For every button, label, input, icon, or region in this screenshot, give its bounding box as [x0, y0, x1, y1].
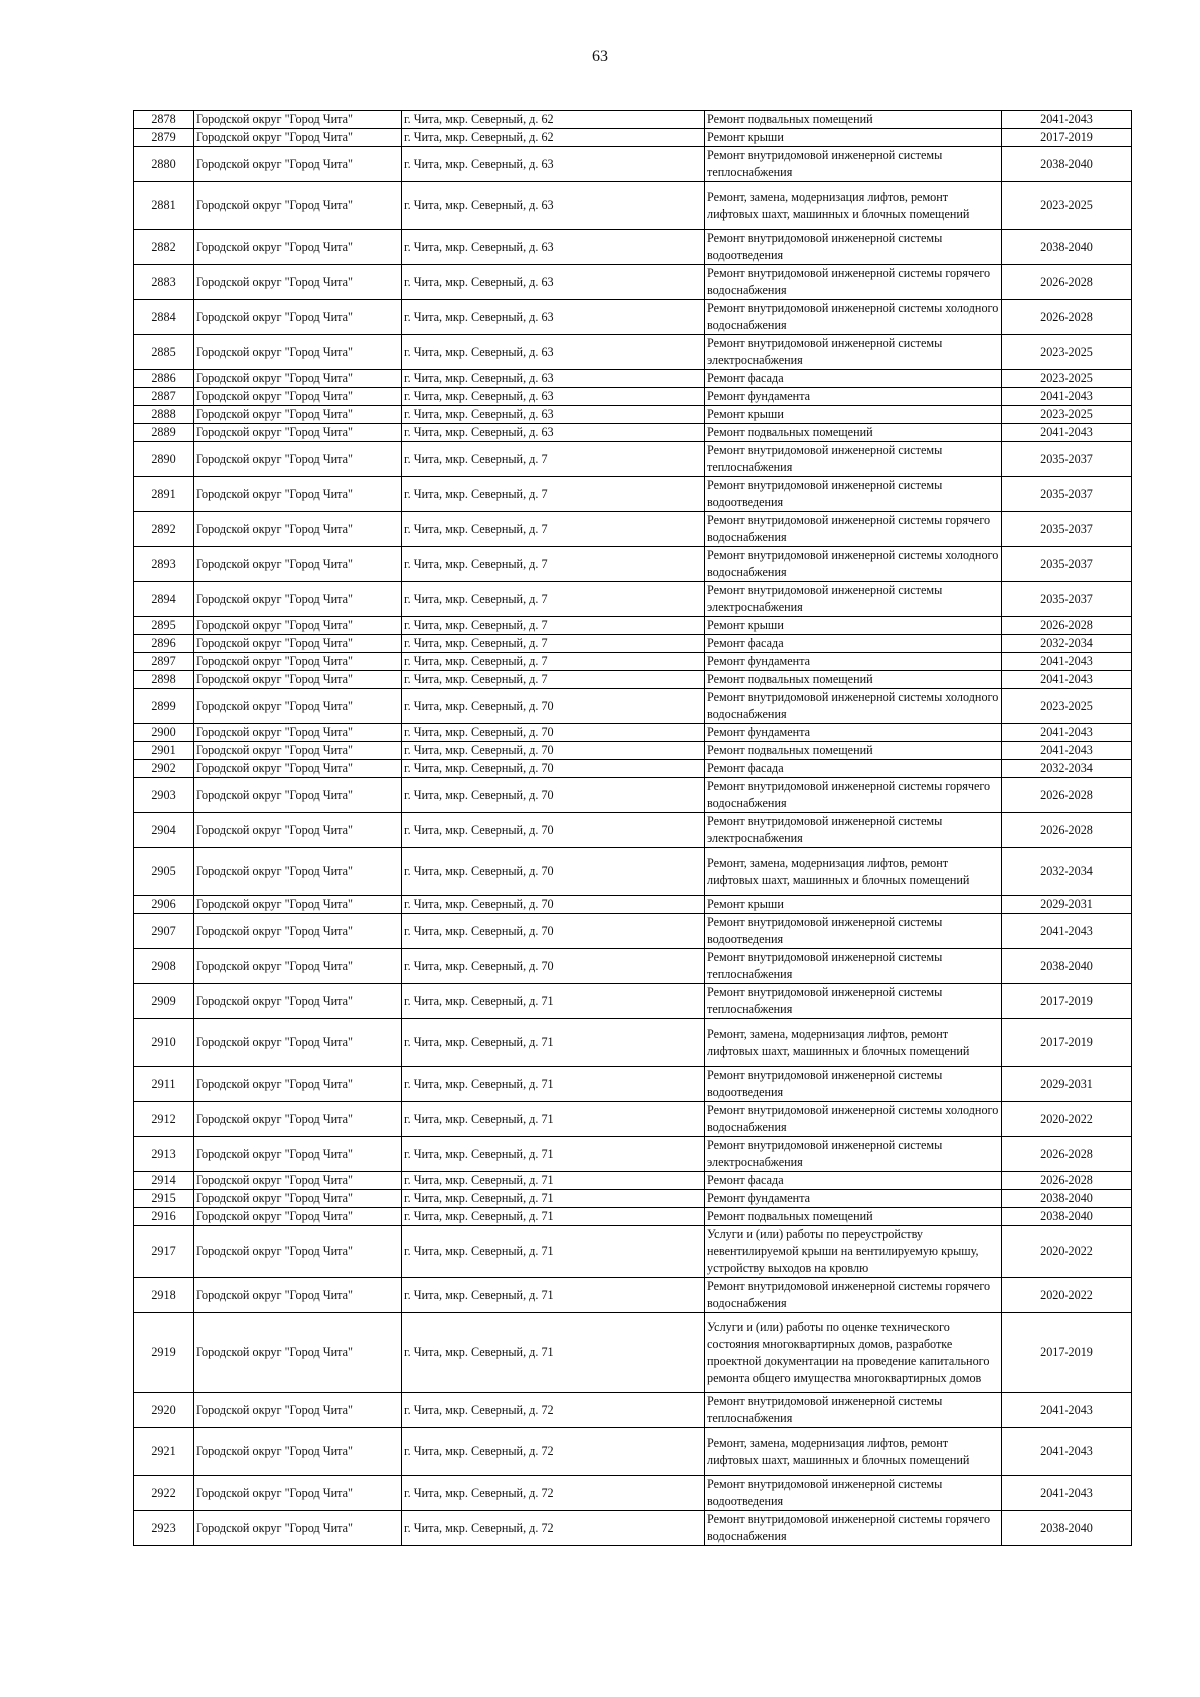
- municipality-cell: Городской округ "Город Чита": [194, 547, 402, 582]
- address-cell: г. Чита, мкр. Северный, д. 71: [402, 1278, 705, 1313]
- address-cell: г. Чита, мкр. Северный, д. 70: [402, 760, 705, 778]
- row-number-cell: 2904: [134, 813, 194, 848]
- row-number-cell: 2884: [134, 300, 194, 335]
- address-cell: г. Чита, мкр. Северный, д. 72: [402, 1476, 705, 1511]
- address-cell: г. Чита, мкр. Северный, д. 70: [402, 848, 705, 896]
- row-number-cell: 2881: [134, 182, 194, 230]
- table-row: [134, 477, 1132, 512]
- address-cell: г. Чита, мкр. Северный, д. 71: [402, 1172, 705, 1190]
- municipality-cell: Городской округ "Город Чита": [194, 129, 402, 147]
- address-cell: г. Чита, мкр. Северный, д. 7: [402, 512, 705, 547]
- period-cell: 2023-2025: [1002, 335, 1132, 370]
- address-cell: г. Чита, мкр. Северный, д. 63: [402, 370, 705, 388]
- municipality-cell: Городской округ "Город Чита": [194, 724, 402, 742]
- row-number-cell: 2923: [134, 1511, 194, 1546]
- work-type-cell: Ремонт внутридомовой инженерной системы горячего водоснабжения: [705, 265, 1002, 300]
- period-cell: 2017-2019: [1002, 984, 1132, 1019]
- period-cell: 2026-2028: [1002, 813, 1132, 848]
- period-cell: 2041-2043: [1002, 914, 1132, 949]
- municipality-cell: Городской округ "Город Чита": [194, 1190, 402, 1208]
- municipality-cell: Городской округ "Город Чита": [194, 1476, 402, 1511]
- address-cell: г. Чита, мкр. Северный, д. 7: [402, 547, 705, 582]
- page-number: 63: [592, 48, 608, 65]
- row-number-cell: 2896: [134, 635, 194, 653]
- table-row: [134, 147, 1132, 182]
- work-type-cell: Ремонт внутридомовой инженерной системы холодного водоснабжения: [705, 1102, 1002, 1137]
- municipality-cell: Городской округ "Город Чита": [194, 778, 402, 813]
- municipality-cell: Городской округ "Город Чита": [194, 1428, 402, 1476]
- address-cell: г. Чита, мкр. Северный, д. 63: [402, 230, 705, 265]
- table-row: [134, 1019, 1132, 1067]
- address-cell: г. Чита, мкр. Северный, д. 63: [402, 335, 705, 370]
- row-number-cell: 2911: [134, 1067, 194, 1102]
- row-number-cell: 2887: [134, 388, 194, 406]
- period-cell: 2029-2031: [1002, 896, 1132, 914]
- table-body: [134, 111, 1132, 1546]
- row-number-cell: 2883: [134, 265, 194, 300]
- row-number-cell: 2919: [134, 1313, 194, 1393]
- table-row: [134, 442, 1132, 477]
- row-number-cell: 2885: [134, 335, 194, 370]
- table-row: [134, 1476, 1132, 1511]
- period-cell: 2035-2037: [1002, 477, 1132, 512]
- table-row: [134, 182, 1132, 230]
- row-number-cell: 2892: [134, 512, 194, 547]
- row-number-cell: 2915: [134, 1190, 194, 1208]
- work-type-cell: Ремонт, замена, модернизация лифтов, ремонт лифтовых шахт, машинных и блочных помещений: [705, 848, 1002, 896]
- row-number-cell: 2908: [134, 949, 194, 984]
- period-cell: 2041-2043: [1002, 1476, 1132, 1511]
- address-cell: г. Чита, мкр. Северный, д. 63: [402, 406, 705, 424]
- period-cell: 2023-2025: [1002, 370, 1132, 388]
- table-row: [134, 742, 1132, 760]
- period-cell: 2023-2025: [1002, 689, 1132, 724]
- address-cell: г. Чита, мкр. Северный, д. 7: [402, 653, 705, 671]
- work-type-cell: Ремонт крыши: [705, 896, 1002, 914]
- work-type-cell: Ремонт внутридомовой инженерной системы теплоснабжения: [705, 442, 1002, 477]
- work-type-cell: Ремонт фасада: [705, 760, 1002, 778]
- municipality-cell: Городской округ "Город Чита": [194, 300, 402, 335]
- period-cell: 2041-2043: [1002, 742, 1132, 760]
- period-cell: 2035-2037: [1002, 547, 1132, 582]
- municipality-cell: Городской округ "Город Чита": [194, 742, 402, 760]
- municipality-cell: Городской округ "Город Чита": [194, 406, 402, 424]
- period-cell: 2038-2040: [1002, 230, 1132, 265]
- work-type-cell: Ремонт, замена, модернизация лифтов, ремонт лифтовых шахт, машинных и блочных помещений: [705, 1019, 1002, 1067]
- work-type-cell: Ремонт внутридомовой инженерной системы водоотведения: [705, 1067, 1002, 1102]
- period-cell: 2023-2025: [1002, 182, 1132, 230]
- work-type-cell: Ремонт внутридомовой инженерной системы электроснабжения: [705, 582, 1002, 617]
- row-number-cell: 2918: [134, 1278, 194, 1313]
- table-row: [134, 671, 1132, 689]
- address-cell: г. Чита, мкр. Северный, д. 71: [402, 1313, 705, 1393]
- work-type-cell: Ремонт внутридомовой инженерной системы холодного водоснабжения: [705, 300, 1002, 335]
- row-number-cell: 2891: [134, 477, 194, 512]
- table-row: [134, 1067, 1132, 1102]
- row-number-cell: 2893: [134, 547, 194, 582]
- row-number-cell: 2882: [134, 230, 194, 265]
- row-number-cell: 2897: [134, 653, 194, 671]
- address-cell: г. Чита, мкр. Северный, д. 62: [402, 129, 705, 147]
- address-cell: г. Чита, мкр. Северный, д. 7: [402, 582, 705, 617]
- work-type-cell: Ремонт внутридомовой инженерной системы теплоснабжения: [705, 984, 1002, 1019]
- table-row: [134, 617, 1132, 635]
- period-cell: 2032-2034: [1002, 760, 1132, 778]
- municipality-cell: Городской округ "Город Чита": [194, 230, 402, 265]
- row-number-cell: 2901: [134, 742, 194, 760]
- municipality-cell: Городской округ "Город Чита": [194, 1511, 402, 1546]
- table-row: [134, 984, 1132, 1019]
- table-row: [134, 896, 1132, 914]
- address-cell: г. Чита, мкр. Северный, д. 71: [402, 1208, 705, 1226]
- row-number-cell: 2879: [134, 129, 194, 147]
- municipality-cell: Городской округ "Город Чита": [194, 147, 402, 182]
- address-cell: г. Чита, мкр. Северный, д. 7: [402, 671, 705, 689]
- municipality-cell: Городской округ "Город Чита": [194, 848, 402, 896]
- period-cell: 2026-2028: [1002, 300, 1132, 335]
- period-cell: 2020-2022: [1002, 1278, 1132, 1313]
- municipality-cell: Городской округ "Город Чита": [194, 111, 402, 129]
- repair-schedule-table: [133, 110, 1132, 1546]
- period-cell: 2038-2040: [1002, 1208, 1132, 1226]
- row-number-cell: 2886: [134, 370, 194, 388]
- period-cell: 2026-2028: [1002, 617, 1132, 635]
- address-cell: г. Чита, мкр. Северный, д. 70: [402, 896, 705, 914]
- table-row: [134, 265, 1132, 300]
- row-number-cell: 2900: [134, 724, 194, 742]
- municipality-cell: Городской округ "Город Чита": [194, 635, 402, 653]
- table-row: [134, 914, 1132, 949]
- municipality-cell: Городской округ "Город Чита": [194, 1278, 402, 1313]
- work-type-cell: Ремонт фундамента: [705, 1190, 1002, 1208]
- row-number-cell: 2878: [134, 111, 194, 129]
- work-type-cell: Ремонт внутридомовой инженерной системы электроснабжения: [705, 1137, 1002, 1172]
- period-cell: 2041-2043: [1002, 724, 1132, 742]
- row-number-cell: 2921: [134, 1428, 194, 1476]
- period-cell: 2020-2022: [1002, 1102, 1132, 1137]
- table-row: [134, 848, 1132, 896]
- municipality-cell: Городской округ "Город Чита": [194, 1102, 402, 1137]
- municipality-cell: Городской округ "Город Чита": [194, 1226, 402, 1278]
- period-cell: 2017-2019: [1002, 129, 1132, 147]
- table-row: [134, 547, 1132, 582]
- address-cell: г. Чита, мкр. Северный, д. 70: [402, 914, 705, 949]
- period-cell: 2041-2043: [1002, 671, 1132, 689]
- address-cell: г. Чита, мкр. Северный, д. 72: [402, 1511, 705, 1546]
- address-cell: г. Чита, мкр. Северный, д. 70: [402, 813, 705, 848]
- table-row: [134, 724, 1132, 742]
- work-type-cell: Ремонт внутридомовой инженерной системы теплоснабжения: [705, 949, 1002, 984]
- table-row: [134, 388, 1132, 406]
- period-cell: 2023-2025: [1002, 406, 1132, 424]
- period-cell: 2017-2019: [1002, 1019, 1132, 1067]
- municipality-cell: Городской округ "Город Чита": [194, 617, 402, 635]
- work-type-cell: Ремонт, замена, модернизация лифтов, ремонт лифтовых шахт, машинных и блочных помещений: [705, 182, 1002, 230]
- period-cell: 2038-2040: [1002, 1190, 1132, 1208]
- municipality-cell: Городской округ "Город Чита": [194, 582, 402, 617]
- period-cell: 2017-2019: [1002, 1313, 1132, 1393]
- row-number-cell: 2917: [134, 1226, 194, 1278]
- work-type-cell: Ремонт внутридомовой инженерной системы холодного водоснабжения: [705, 547, 1002, 582]
- address-cell: г. Чита, мкр. Северный, д. 70: [402, 742, 705, 760]
- municipality-cell: Городской округ "Город Чита": [194, 442, 402, 477]
- row-number-cell: 2916: [134, 1208, 194, 1226]
- period-cell: 2041-2043: [1002, 1428, 1132, 1476]
- work-type-cell: Ремонт фундамента: [705, 724, 1002, 742]
- work-type-cell: Ремонт внутридомовой инженерной системы холодного водоснабжения: [705, 689, 1002, 724]
- row-number-cell: 2907: [134, 914, 194, 949]
- work-type-cell: Ремонт внутридомовой инженерной системы горячего водоснабжения: [705, 1511, 1002, 1546]
- work-type-cell: Услуги и (или) работы по оценке технического состояния многоквартирных домов, разработке проектной документации на проведение капитального ремонта общего имущества многоквартирных домов: [705, 1313, 1002, 1393]
- period-cell: 2026-2028: [1002, 265, 1132, 300]
- row-number-cell: 2905: [134, 848, 194, 896]
- table-row: [134, 653, 1132, 671]
- address-cell: г. Чита, мкр. Северный, д. 71: [402, 984, 705, 1019]
- address-cell: г. Чита, мкр. Северный, д. 70: [402, 778, 705, 813]
- row-number-cell: 2910: [134, 1019, 194, 1067]
- work-type-cell: Ремонт внутридомовой инженерной системы теплоснабжения: [705, 1393, 1002, 1428]
- row-number-cell: 2912: [134, 1102, 194, 1137]
- table-row: [134, 1278, 1132, 1313]
- address-cell: г. Чита, мкр. Северный, д. 71: [402, 1019, 705, 1067]
- address-cell: г. Чита, мкр. Северный, д. 71: [402, 1226, 705, 1278]
- municipality-cell: Городской округ "Город Чита": [194, 653, 402, 671]
- municipality-cell: Городской округ "Город Чита": [194, 671, 402, 689]
- row-number-cell: 2889: [134, 424, 194, 442]
- address-cell: г. Чита, мкр. Северный, д. 71: [402, 1102, 705, 1137]
- period-cell: 2041-2043: [1002, 1393, 1132, 1428]
- table-row: [134, 1102, 1132, 1137]
- row-number-cell: 2913: [134, 1137, 194, 1172]
- address-cell: г. Чита, мкр. Северный, д. 70: [402, 949, 705, 984]
- address-cell: г. Чита, мкр. Северный, д. 62: [402, 111, 705, 129]
- row-number-cell: 2894: [134, 582, 194, 617]
- work-type-cell: Ремонт подвальных помещений: [705, 111, 1002, 129]
- period-cell: 2035-2037: [1002, 512, 1132, 547]
- work-type-cell: Ремонт фундамента: [705, 388, 1002, 406]
- table-row: [134, 1172, 1132, 1190]
- row-number-cell: 2909: [134, 984, 194, 1019]
- address-cell: г. Чита, мкр. Северный, д. 70: [402, 724, 705, 742]
- municipality-cell: Городской округ "Город Чита": [194, 370, 402, 388]
- period-cell: 2026-2028: [1002, 1172, 1132, 1190]
- table-row: [134, 230, 1132, 265]
- municipality-cell: Городской округ "Город Чита": [194, 689, 402, 724]
- table-row: [134, 1208, 1132, 1226]
- table-row: [134, 1137, 1132, 1172]
- municipality-cell: Городской округ "Город Чита": [194, 760, 402, 778]
- work-type-cell: Ремонт внутридомовой инженерной системы горячего водоснабжения: [705, 512, 1002, 547]
- work-type-cell: Ремонт фундамента: [705, 653, 1002, 671]
- work-type-cell: Ремонт внутридомовой инженерной системы водоотведения: [705, 230, 1002, 265]
- work-type-cell: Ремонт крыши: [705, 406, 1002, 424]
- municipality-cell: Городской округ "Город Чита": [194, 388, 402, 406]
- municipality-cell: Городской округ "Город Чита": [194, 949, 402, 984]
- address-cell: г. Чита, мкр. Северный, д. 72: [402, 1428, 705, 1476]
- table-row: [134, 760, 1132, 778]
- address-cell: г. Чита, мкр. Северный, д. 7: [402, 442, 705, 477]
- municipality-cell: Городской округ "Город Чита": [194, 1067, 402, 1102]
- row-number-cell: 2903: [134, 778, 194, 813]
- table-row: [134, 370, 1132, 388]
- work-type-cell: Услуги и (или) работы по переустройству невентилируемой крыши на вентилируемую крышу, устройству выходов на кровлю: [705, 1226, 1002, 1278]
- municipality-cell: Городской округ "Город Чита": [194, 813, 402, 848]
- period-cell: 2029-2031: [1002, 1067, 1132, 1102]
- address-cell: г. Чита, мкр. Северный, д. 63: [402, 182, 705, 230]
- period-cell: 2035-2037: [1002, 442, 1132, 477]
- work-type-cell: Ремонт внутридомовой инженерной системы теплоснабжения: [705, 147, 1002, 182]
- table-row: [134, 406, 1132, 424]
- table-row: [134, 1226, 1132, 1278]
- address-cell: г. Чита, мкр. Северный, д. 71: [402, 1137, 705, 1172]
- row-number-cell: 2880: [134, 147, 194, 182]
- work-type-cell: Ремонт фасада: [705, 1172, 1002, 1190]
- period-cell: 2041-2043: [1002, 111, 1132, 129]
- table-row: [134, 1313, 1132, 1393]
- work-type-cell: Ремонт подвальных помещений: [705, 1208, 1002, 1226]
- work-type-cell: Ремонт подвальных помещений: [705, 671, 1002, 689]
- table-row: [134, 949, 1132, 984]
- municipality-cell: Городской округ "Город Чита": [194, 424, 402, 442]
- row-number-cell: 2888: [134, 406, 194, 424]
- row-number-cell: 2922: [134, 1476, 194, 1511]
- row-number-cell: 2906: [134, 896, 194, 914]
- period-cell: 2038-2040: [1002, 147, 1132, 182]
- work-type-cell: Ремонт внутридомовой инженерной системы электроснабжения: [705, 335, 1002, 370]
- table-row: [134, 1190, 1132, 1208]
- table-row: [134, 1393, 1132, 1428]
- address-cell: г. Чита, мкр. Северный, д. 7: [402, 477, 705, 512]
- municipality-cell: Городской округ "Город Чита": [194, 512, 402, 547]
- period-cell: 2041-2043: [1002, 424, 1132, 442]
- address-cell: г. Чита, мкр. Северный, д. 63: [402, 424, 705, 442]
- table-row: [134, 111, 1132, 129]
- table-row: [134, 1511, 1132, 1546]
- table-row: [134, 778, 1132, 813]
- work-type-cell: Ремонт внутридомовой инженерной системы горячего водоснабжения: [705, 778, 1002, 813]
- municipality-cell: Городской округ "Город Чита": [194, 1137, 402, 1172]
- work-type-cell: Ремонт крыши: [705, 617, 1002, 635]
- address-cell: г. Чита, мкр. Северный, д. 71: [402, 1190, 705, 1208]
- work-type-cell: Ремонт крыши: [705, 129, 1002, 147]
- work-type-cell: Ремонт внутридомовой инженерной системы электроснабжения: [705, 813, 1002, 848]
- table-row: [134, 335, 1132, 370]
- row-number-cell: 2898: [134, 671, 194, 689]
- address-cell: г. Чита, мкр. Северный, д. 71: [402, 1067, 705, 1102]
- table-row: [134, 582, 1132, 617]
- table-row: [134, 1428, 1132, 1476]
- work-type-cell: Ремонт подвальных помещений: [705, 424, 1002, 442]
- work-type-cell: Ремонт подвальных помещений: [705, 742, 1002, 760]
- period-cell: 2032-2034: [1002, 848, 1132, 896]
- table-row: [134, 512, 1132, 547]
- period-cell: 2020-2022: [1002, 1226, 1132, 1278]
- work-type-cell: Ремонт внутридомовой инженерной системы водоотведения: [705, 477, 1002, 512]
- municipality-cell: Городской округ "Город Чита": [194, 1019, 402, 1067]
- period-cell: 2032-2034: [1002, 635, 1132, 653]
- period-cell: 2026-2028: [1002, 1137, 1132, 1172]
- period-cell: 2041-2043: [1002, 388, 1132, 406]
- work-type-cell: Ремонт внутридомовой инженерной системы водоотведения: [705, 914, 1002, 949]
- period-cell: 2026-2028: [1002, 778, 1132, 813]
- row-number-cell: 2890: [134, 442, 194, 477]
- municipality-cell: Городской округ "Город Чита": [194, 335, 402, 370]
- work-type-cell: Ремонт фасада: [705, 370, 1002, 388]
- municipality-cell: Городской округ "Город Чита": [194, 477, 402, 512]
- table-row: [134, 129, 1132, 147]
- municipality-cell: Городской округ "Город Чита": [194, 896, 402, 914]
- table-row: [134, 300, 1132, 335]
- work-type-cell: Ремонт внутридомовой инженерной системы горячего водоснабжения: [705, 1278, 1002, 1313]
- work-type-cell: Ремонт, замена, модернизация лифтов, ремонт лифтовых шахт, машинных и блочных помещений: [705, 1428, 1002, 1476]
- row-number-cell: 2895: [134, 617, 194, 635]
- address-cell: г. Чита, мкр. Северный, д. 7: [402, 617, 705, 635]
- municipality-cell: Городской округ "Город Чита": [194, 1313, 402, 1393]
- municipality-cell: Городской округ "Город Чита": [194, 182, 402, 230]
- table-row: [134, 635, 1132, 653]
- row-number-cell: 2899: [134, 689, 194, 724]
- work-type-cell: Ремонт фасада: [705, 635, 1002, 653]
- period-cell: 2035-2037: [1002, 582, 1132, 617]
- row-number-cell: 2920: [134, 1393, 194, 1428]
- row-number-cell: 2914: [134, 1172, 194, 1190]
- municipality-cell: Городской округ "Город Чита": [194, 984, 402, 1019]
- address-cell: г. Чита, мкр. Северный, д. 63: [402, 265, 705, 300]
- municipality-cell: Городской округ "Город Чита": [194, 1172, 402, 1190]
- municipality-cell: Городской округ "Город Чита": [194, 1208, 402, 1226]
- table-row: [134, 813, 1132, 848]
- work-type-cell: Ремонт внутридомовой инженерной системы водоотведения: [705, 1476, 1002, 1511]
- address-cell: г. Чита, мкр. Северный, д. 63: [402, 147, 705, 182]
- table-row: [134, 424, 1132, 442]
- period-cell: 2038-2040: [1002, 949, 1132, 984]
- address-cell: г. Чита, мкр. Северный, д. 70: [402, 689, 705, 724]
- period-cell: 2041-2043: [1002, 653, 1132, 671]
- municipality-cell: Городской округ "Город Чита": [194, 265, 402, 300]
- address-cell: г. Чита, мкр. Северный, д. 63: [402, 388, 705, 406]
- municipality-cell: Городской округ "Город Чита": [194, 1393, 402, 1428]
- period-cell: 2038-2040: [1002, 1511, 1132, 1546]
- table-row: [134, 689, 1132, 724]
- address-cell: г. Чита, мкр. Северный, д. 72: [402, 1393, 705, 1428]
- address-cell: г. Чита, мкр. Северный, д. 63: [402, 300, 705, 335]
- address-cell: г. Чита, мкр. Северный, д. 7: [402, 635, 705, 653]
- municipality-cell: Городской округ "Город Чита": [194, 914, 402, 949]
- row-number-cell: 2902: [134, 760, 194, 778]
